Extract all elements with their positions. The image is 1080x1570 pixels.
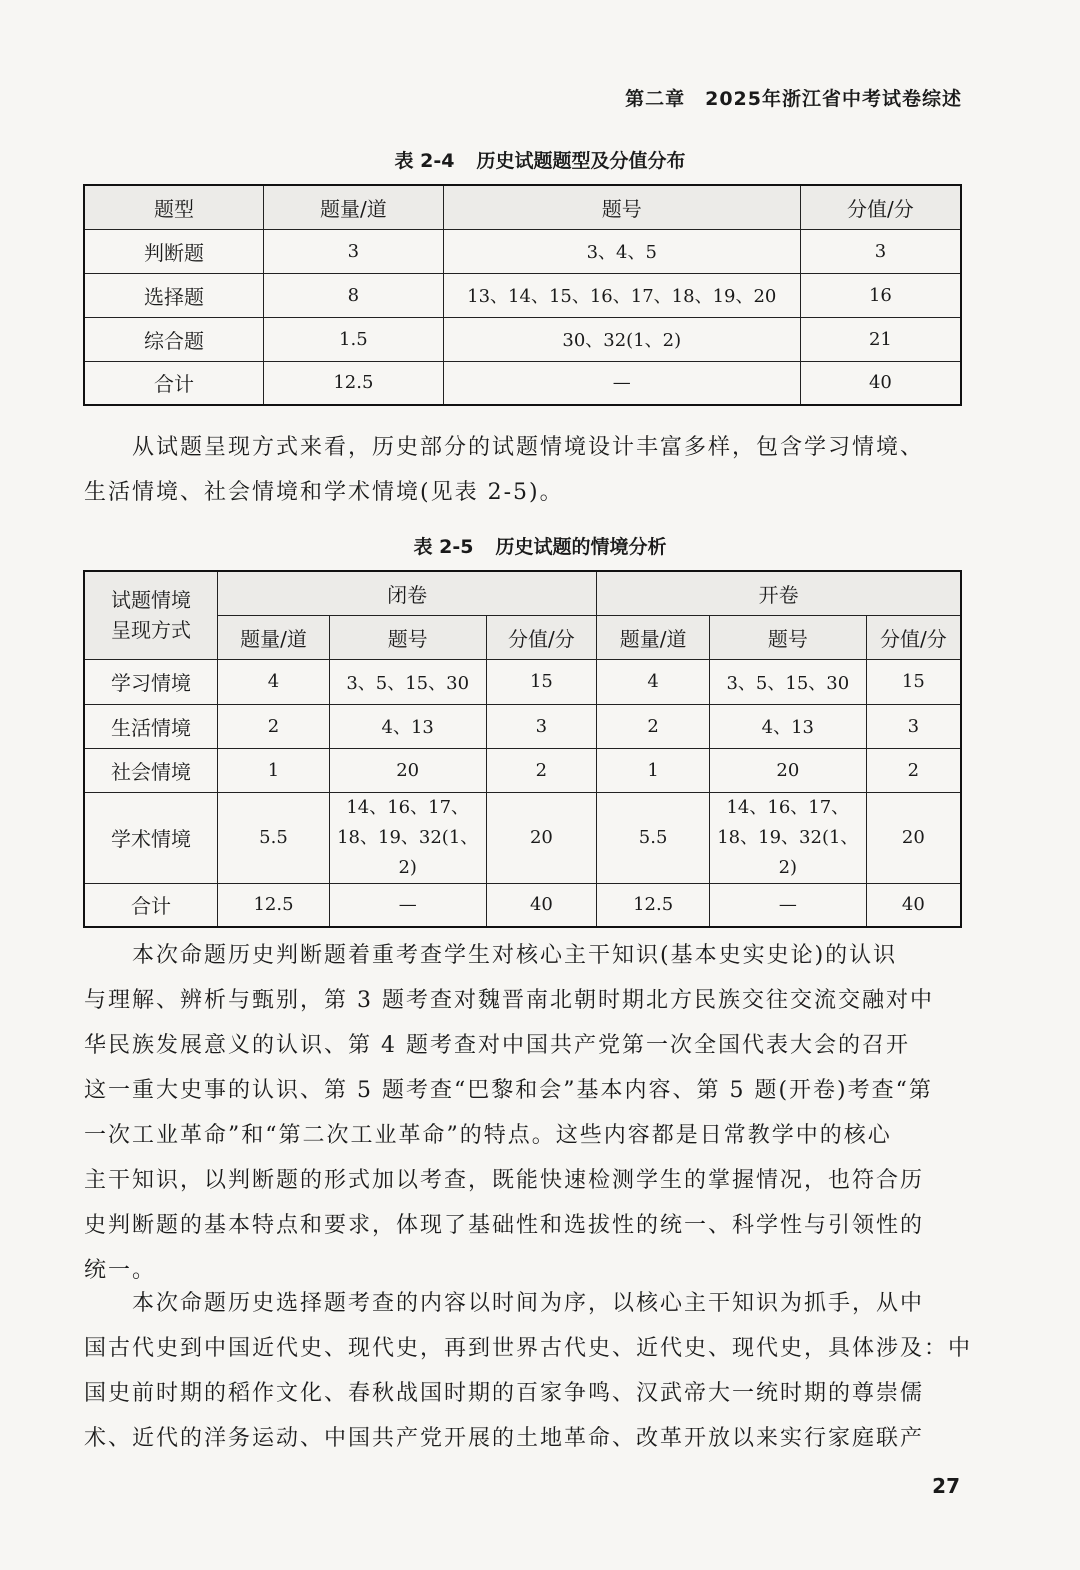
table-cell: 8	[264, 273, 444, 317]
table-cell: —	[443, 361, 800, 405]
table-cell: 1	[218, 748, 330, 792]
table-2-4	[83, 184, 962, 406]
table-row	[84, 659, 961, 704]
page-number: 27	[932, 1474, 960, 1498]
table-row	[84, 317, 961, 361]
table-cell: 13、14、15、16、17、18、19、20	[443, 273, 800, 317]
table-cell: 4、13	[329, 704, 486, 748]
table-cell: 30、32(1、2)	[443, 317, 800, 361]
table-2-5-caption	[0, 532, 1080, 559]
table-cell	[329, 792, 486, 883]
table-row	[84, 229, 961, 273]
table-cell: 12.5	[264, 361, 444, 405]
table-cell: 5.5	[218, 792, 330, 883]
cell-line: 14、16、17、	[346, 796, 470, 818]
subheader: 分值/分	[866, 615, 961, 659]
text-line: 本次命题历史判断题着重考查学生对核心主干知识(基本史实史论)的认识	[132, 943, 898, 968]
text-line: 这一重大史事的认识、第 5 题考查“巴黎和会”基本内容、第 5 题(开卷)考查“第	[84, 1078, 933, 1103]
table-2-5-group-row	[84, 571, 961, 615]
text-line: 从试题呈现方式来看，历史部分的试题情境设计丰富多样，包含学习情境、	[132, 435, 925, 460]
table-2-4-header-row	[84, 185, 961, 229]
subheader: 题量/道	[597, 615, 710, 659]
table-cell: 合计	[84, 361, 264, 405]
table-2-4-header: 题型	[84, 185, 264, 229]
table-cell: 12.5	[218, 883, 330, 927]
subheader: 题量/道	[218, 615, 330, 659]
table-cell: 5.5	[597, 792, 710, 883]
table-2-4-header: 题号	[443, 185, 800, 229]
table-2-4-number: 表 2-4	[394, 150, 455, 172]
table-cell: 2	[218, 704, 330, 748]
table-cell: 3、4、5	[443, 229, 800, 273]
table-row	[84, 273, 961, 317]
table-cell: 3	[264, 229, 444, 273]
cell-line: 14、16、17、	[726, 796, 850, 818]
table-row	[84, 361, 961, 405]
table-cell: 40	[486, 883, 597, 927]
paragraph-judgment	[84, 933, 960, 1293]
table-cell: 15	[866, 659, 961, 704]
table-cell: —	[329, 883, 486, 927]
table-cell: 3	[486, 704, 597, 748]
table-cell: 20	[329, 748, 486, 792]
table-cell: 20	[486, 792, 597, 883]
table-cell: —	[710, 883, 867, 927]
cell-line: 18、19、32(1、2)	[717, 826, 859, 878]
table-cell: 3、5、15、30	[710, 659, 867, 704]
table-cell: 判断题	[84, 229, 264, 273]
open-book-header: 开卷	[597, 571, 961, 615]
table-cell: 1.5	[264, 317, 444, 361]
table-2-5-number: 表 2-5	[413, 536, 474, 558]
text-line: 国史前时期的稻作文化、春秋战国时期的百家争鸣、汉武帝大一统时期的尊崇儒	[84, 1381, 925, 1406]
text-line: 史判断题的基本特点和要求，体现了基础性和选拔性的统一、科学性与引领性的	[84, 1213, 925, 1238]
table-cell: 学习情境	[84, 659, 218, 704]
text-line: 国古代史到中国近代史、现代史，再到世界古代史、近代史、现代史，具体涉及：中	[84, 1336, 973, 1361]
table-cell: 合计	[84, 883, 218, 927]
text-line: 一次工业革命”和“第二次工业革命”的特点。这些内容都是日常教学中的核心	[84, 1123, 892, 1148]
table-cell: 40	[800, 361, 961, 405]
table-2-4-header: 题量/道	[264, 185, 444, 229]
corner-line: 呈现方式	[111, 618, 192, 643]
table-cell: 1	[597, 748, 710, 792]
table-cell: 21	[800, 317, 961, 361]
table-cell: 社会情境	[84, 748, 218, 792]
table-cell: 4	[597, 659, 710, 704]
text-line: 统一。	[84, 1258, 157, 1283]
table-cell: 选择题	[84, 273, 264, 317]
running-header: 第二章 2025年浙江省中考试卷综述	[625, 88, 962, 110]
subheader: 分值/分	[486, 615, 597, 659]
corner-line: 试题情境	[111, 588, 192, 613]
subheader: 题号	[329, 615, 486, 659]
subheader: 题号	[710, 615, 867, 659]
closed-book-header: 闭卷	[218, 571, 597, 615]
table-2-5	[83, 570, 962, 928]
text-line: 与理解、辨析与甄别，第 3 题考查对魏晋南北朝时期北方民族交往交流交融对中	[84, 988, 934, 1013]
table-2-4-title: 历史试题题型及分值分布	[476, 150, 686, 172]
table-cell: 20	[710, 748, 867, 792]
table-cell: 15	[486, 659, 597, 704]
text-line: 华民族发展意义的认识、第 4 题考查对中国共产党第一次全国代表大会的召开	[84, 1033, 910, 1058]
table-cell: 4	[218, 659, 330, 704]
table-cell: 2	[597, 704, 710, 748]
table-2-5-title: 历史试题的情境分析	[495, 536, 667, 558]
table-row	[84, 704, 961, 748]
paragraph-choice	[84, 1281, 973, 1461]
text-line: 主干知识，以判断题的形式加以考查，既能快速检测学生的掌握情况，也符合历	[84, 1168, 925, 1193]
table-2-4-header: 分值/分	[800, 185, 961, 229]
text-line: 生活情境、社会情境和学术情境(见表 2-5)。	[84, 480, 564, 505]
table-cell: 4、13	[710, 704, 867, 748]
table-row	[84, 748, 961, 792]
table-2-5-corner	[84, 571, 218, 659]
table-cell: 学术情境	[84, 792, 218, 883]
table-2-4-caption	[0, 146, 1080, 173]
cell-line: 18、19、32(1、2)	[337, 826, 479, 878]
table-cell: 12.5	[597, 883, 710, 927]
table-cell: 综合题	[84, 317, 264, 361]
table-row	[84, 883, 961, 927]
text-line: 术、近代的洋务运动、中国共产党开展的土地革命、改革开放以来实行家庭联产	[84, 1426, 925, 1451]
table-cell	[710, 792, 867, 883]
table-cell: 20	[866, 792, 961, 883]
paragraph-presentation	[84, 425, 960, 515]
text-line: 本次命题历史选择题考查的内容以时间为序，以核心主干知识为抓手，从中	[132, 1291, 925, 1316]
table-cell: 16	[800, 273, 961, 317]
table-cell: 3	[866, 704, 961, 748]
table-cell: 3	[800, 229, 961, 273]
table-cell: 40	[866, 883, 961, 927]
table-cell: 2	[486, 748, 597, 792]
table-cell: 2	[866, 748, 961, 792]
table-cell: 3、5、15、30	[329, 659, 486, 704]
table-cell: 生活情境	[84, 704, 218, 748]
table-row	[84, 792, 961, 883]
